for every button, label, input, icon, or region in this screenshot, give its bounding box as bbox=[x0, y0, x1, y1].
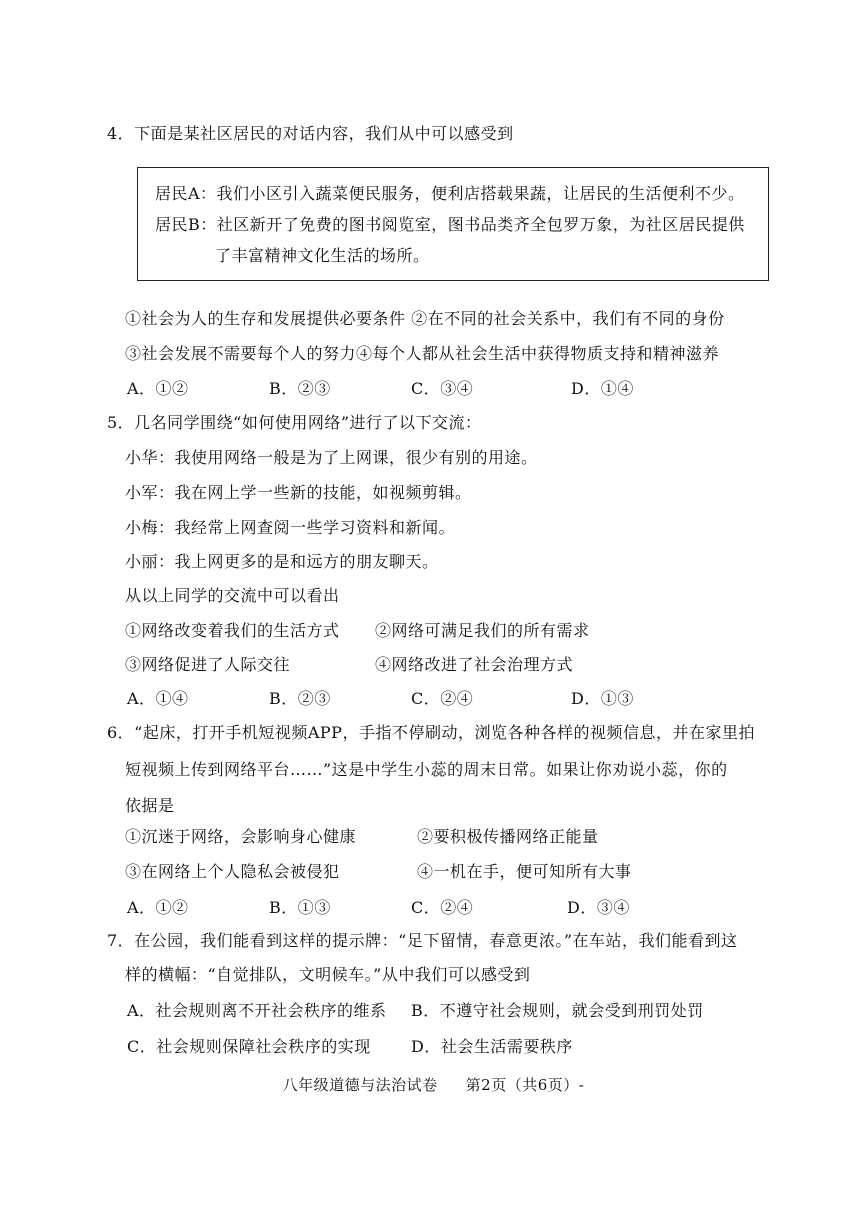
q6-option-c: C．②④ bbox=[411, 898, 474, 917]
q5-dialogue-line: 小丽：我上网更多的是和远方的朋友聊天。 bbox=[125, 552, 439, 571]
q5-dialogue-line: 小华：我使用网络一般是为了上网课，很少有别的用途。 bbox=[125, 448, 538, 467]
q7-option-d: D．社会生活需要秩序 bbox=[411, 1037, 573, 1056]
q4-statement: ③社会发展不需要每个人的努力④每个人都从社会生活中获得物质支持和精神滋养 bbox=[125, 344, 720, 363]
q5-option-a: A．①④ bbox=[127, 689, 189, 708]
q5-statement: ④网络改进了社会治理方式 bbox=[375, 655, 574, 674]
q7-option-c: C．社会规则保障社会秩序的实现 bbox=[127, 1037, 371, 1056]
q4-option-c: C．③④ bbox=[411, 379, 474, 398]
q6-stem-line: 短视频上传到网络平台……”这是中学生小蕊的周末日常。如果让你劝说小蕊，你的 bbox=[125, 760, 728, 779]
q6-stem-line: 6．“起床，打开手机短视频APP，手指不停刷动，浏览各种各样的视频信息，并在家里拍 bbox=[107, 723, 755, 742]
q7-stem-line: 7．在公园，我们能看到这样的提示牌：“足下留情，春意更浓。”在车站，我们能看到这 bbox=[107, 931, 738, 950]
footer-page-number: 第2页（共6页）- bbox=[465, 1076, 585, 1094]
q6-statement: ③在网络上个人隐私会被侵犯 bbox=[125, 862, 340, 881]
q6-option-d: D．③④ bbox=[567, 898, 630, 917]
q6-statement: ④一机在手，便可知所有大事 bbox=[417, 862, 632, 881]
q5-statement: ③网络促进了人际交往 bbox=[125, 655, 291, 674]
q4-dialogue-line: 了丰富精神文化生活的场所。 bbox=[215, 246, 430, 265]
q5-conclusion: 从以上同学的交流中可以看出 bbox=[125, 586, 340, 605]
page-footer bbox=[0, 1075, 867, 1095]
q5-option-b: B．②③ bbox=[269, 689, 331, 708]
q5-dialogue-line: 小军：我在网上学一些新的技能，如视频剪辑。 bbox=[125, 483, 472, 502]
footer-title: 八年级道德与法治试卷 bbox=[282, 1076, 438, 1094]
q4-option-d: D．①④ bbox=[571, 379, 634, 398]
q7-option-a: A．社会规则离不开社会秩序的维系 bbox=[127, 1001, 387, 1020]
q4-dialogue-line: 居民A：我们小区引入蔬菜便民服务，便利店搭载果蔬，让居民的生活便利不少。 bbox=[155, 184, 745, 203]
q4-statement: ①社会为人的生存和发展提供必要条件 ②在不同的社会关系中，我们有不同的身份 bbox=[125, 309, 725, 328]
q5-option-c: C．②④ bbox=[411, 689, 474, 708]
q5-stem: 5．几名同学围绕“如何使用网络”进行了以下交流： bbox=[107, 413, 482, 432]
q5-option-d: D．①③ bbox=[571, 689, 634, 708]
q5-statement: ②网络可满足我们的所有需求 bbox=[375, 621, 590, 640]
q6-stem-line: 依据是 bbox=[125, 796, 175, 815]
q7-stem-line: 样的横幅：“自觉排队，文明候车。”从中我们可以感受到 bbox=[125, 965, 531, 984]
q4-option-b: B．②③ bbox=[269, 379, 331, 398]
q6-statement: ①沉迷于网络，会影响身心健康 bbox=[125, 827, 357, 846]
q4-dialogue-line: 居民B：社区新开了免费的图书阅览室，图书品类齐全包罗万象，为社区居民提供 bbox=[155, 215, 745, 234]
q4-option-a: A．①② bbox=[127, 379, 189, 398]
q7-option-b: B．不遵守社会规则，就会受到刑罚处罚 bbox=[411, 1001, 704, 1020]
q4-stem: 4．下面是某社区居民的对话内容，我们从中可以感受到 bbox=[107, 124, 514, 143]
q6-option-b: B．①③ bbox=[269, 898, 331, 917]
q5-statement: ①网络改变着我们的生活方式 bbox=[125, 621, 340, 640]
q6-statement: ②要积极传播网络正能量 bbox=[417, 827, 599, 846]
q5-dialogue-line: 小梅：我经常上网查阅一些学习资料和新闻。 bbox=[125, 518, 456, 537]
q6-option-a: A．①② bbox=[127, 898, 189, 917]
